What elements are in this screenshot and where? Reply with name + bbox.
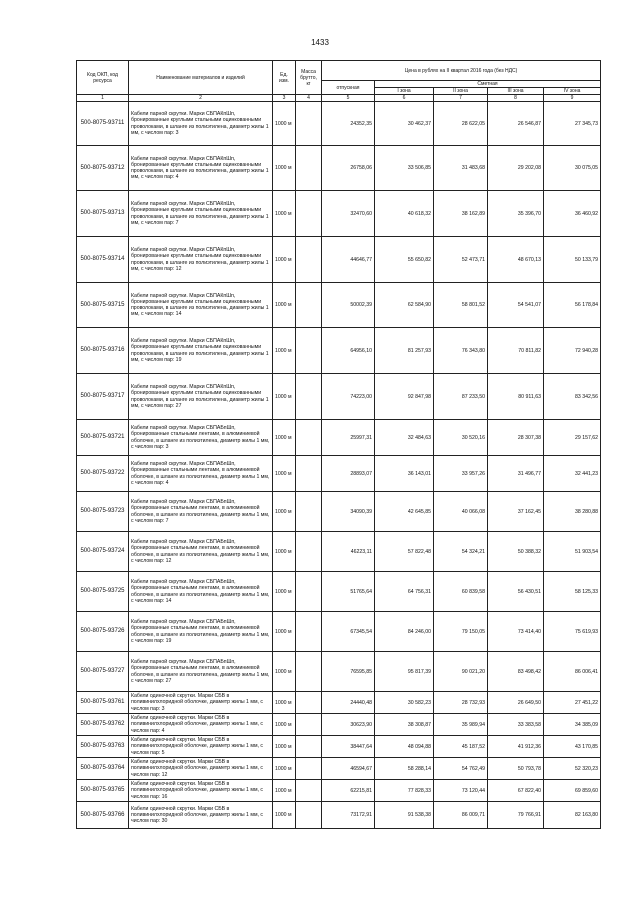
row-zone4-price: 27 345,73 xyxy=(544,102,601,146)
row-mass xyxy=(296,456,322,492)
header-name: Наименование материалов и изделий xyxy=(129,61,273,95)
row-zone1-price: 55 650,82 xyxy=(375,237,434,283)
row-zone3-price: 33 383,58 xyxy=(488,714,544,736)
row-release-price: 25997,31 xyxy=(322,420,375,456)
header-zone-3: III зона xyxy=(488,88,544,95)
row-name: Кабели парной скрутки. Марки СБПАБпШп, бронированные стальными лентами, в алюминиевой оболочке, в шланге из полиэтилена, диаметр жилы 1 мм, с числом пар: 14 xyxy=(129,572,273,612)
row-code: 500-8075-93725 xyxy=(77,572,129,612)
column-number: 4 xyxy=(296,95,322,102)
row-name: Кабели одиночной скрутки. Марки СБВ в поливинилхлоридной оболочке, диаметр жилы 1 мм, с числом пар: 30 xyxy=(129,802,273,829)
row-zone1-price: 77 828,33 xyxy=(375,780,434,802)
row-zone4-price: 29 157,62 xyxy=(544,420,601,456)
row-release-price: 50002,39 xyxy=(322,283,375,328)
row-zone1-price: 92 847,98 xyxy=(375,374,434,420)
row-mass xyxy=(296,532,322,572)
row-zone2-price: 40 066,08 xyxy=(434,492,488,532)
row-mass xyxy=(296,714,322,736)
row-zone3-price: 50 793,78 xyxy=(488,758,544,780)
table-row xyxy=(77,652,601,692)
row-code: 500-8075-93712 xyxy=(77,146,129,191)
row-code: 500-8075-93722 xyxy=(77,456,129,492)
row-release-price: 24440,48 xyxy=(322,692,375,714)
row-name: Кабели парной скрутки. Марки СБПАКпШп, бронированные круглыми стальными оцинкованными проволоками, в шланге из полиэтилена, диаметр жилы 1 мм, с числом пар: 14 xyxy=(129,283,273,328)
row-release-price: 34090,39 xyxy=(322,492,375,532)
row-zone3-price: 48 670,13 xyxy=(488,237,544,283)
row-zone4-price: 75 619,93 xyxy=(544,612,601,652)
column-number: 9 xyxy=(544,95,601,102)
row-zone1-price: 30 582,23 xyxy=(375,692,434,714)
row-mass xyxy=(296,780,322,802)
row-zone1-price: 95 817,39 xyxy=(375,652,434,692)
row-zone3-price: 80 911,63 xyxy=(488,374,544,420)
row-zone2-price: 76 343,80 xyxy=(434,328,488,374)
row-code: 500-8075-93717 xyxy=(77,374,129,420)
row-code: 500-8075-93762 xyxy=(77,714,129,736)
row-mass xyxy=(296,758,322,780)
row-unit: 1000 м xyxy=(273,328,296,374)
row-name: Кабели парной скрутки. Марки СБПАБпШп, бронированные стальными лентами, в алюминиевой оболочке, в шланге из полиэтилена, диаметр жилы 1 мм, с числом пар: 12 xyxy=(129,532,273,572)
row-zone2-price: 35 989,94 xyxy=(434,714,488,736)
row-release-price: 74223,00 xyxy=(322,374,375,420)
row-mass xyxy=(296,612,322,652)
row-name: Кабели одиночной скрутки. Марки СБВ в поливинилхлоридной оболочке, диаметр жилы 1 мм, с числом пар: 4 xyxy=(129,714,273,736)
row-zone2-price: 73 120,44 xyxy=(434,780,488,802)
row-zone3-price: 79 766,91 xyxy=(488,802,544,829)
row-release-price: 73172,91 xyxy=(322,802,375,829)
table-row xyxy=(77,146,601,191)
table-row xyxy=(77,492,601,532)
row-name: Кабели парной скрутки. Марки СБПАКпШп, бронированные круглыми стальными оцинкованными проволоками, в шланге из полиэтилена, диаметр жилы 1 мм, с числом пар: 27 xyxy=(129,374,273,420)
column-number: 1 xyxy=(77,95,129,102)
row-release-price: 76595,85 xyxy=(322,652,375,692)
row-release-price: 26758,06 xyxy=(322,146,375,191)
row-name: Кабели парной скрутки. Марки СБПАКпШп, бронированные круглыми стальными оцинкованными проволоками, в шланге из полиэтилена, диаметр жилы 1 мм, с числом пар: 19 xyxy=(129,328,273,374)
table-row xyxy=(77,758,601,780)
row-release-price: 51765,64 xyxy=(322,572,375,612)
row-unit: 1000 м xyxy=(273,736,296,758)
row-zone3-price: 67 822,40 xyxy=(488,780,544,802)
table-row xyxy=(77,532,601,572)
header-estimate: Сметная xyxy=(375,81,601,88)
table-row xyxy=(77,612,601,652)
row-release-price: 44646,77 xyxy=(322,237,375,283)
row-code: 500-8075-93723 xyxy=(77,492,129,532)
row-unit: 1000 м xyxy=(273,456,296,492)
row-unit: 1000 м xyxy=(273,692,296,714)
row-unit: 1000 м xyxy=(273,374,296,420)
table-row xyxy=(77,328,601,374)
row-name: Кабели парной скрутки. Марки СБПАБпШп, бронированные стальными лентами, в алюминиевой оболочке, в шланге из полиэтилена, диаметр жилы 1 мм, с числом пар: 19 xyxy=(129,612,273,652)
row-zone2-price: 33 957,26 xyxy=(434,456,488,492)
table-row xyxy=(77,802,601,829)
row-zone3-price: 56 430,51 xyxy=(488,572,544,612)
row-zone3-price: 28 307,38 xyxy=(488,420,544,456)
row-zone3-price: 73 414,40 xyxy=(488,612,544,652)
row-name: Кабели парной скрутки. Марки СБПАКпШп, бронированные круглыми стальными оцинкованными проволоками, в шланге из полиэтилена, диаметр жилы 1 мм, с числом пар: 3 xyxy=(129,102,273,146)
row-code: 500-8075-93715 xyxy=(77,283,129,328)
row-zone3-price: 50 388,32 xyxy=(488,532,544,572)
column-number: 7 xyxy=(434,95,488,102)
row-zone2-price: 52 473,71 xyxy=(434,237,488,283)
row-zone1-price: 38 308,87 xyxy=(375,714,434,736)
row-zone3-price: 37 162,45 xyxy=(488,492,544,532)
row-code: 500-8075-93761 xyxy=(77,692,129,714)
row-name: Кабели парной скрутки. Марки СБПАБпШп, бронированные стальными лентами, в алюминиевой оболочке, в шланге из полиэтилена, диаметр жилы 1 мм, с числом пар: 3 xyxy=(129,420,273,456)
row-name: Кабели парной скрутки. Марки СБПАКпШп, бронированные круглыми стальными оцинкованными проволоками, в шланге из полиэтилена, диаметр жилы 1 мм, с числом пар: 7 xyxy=(129,191,273,237)
row-zone4-price: 72 940,28 xyxy=(544,328,601,374)
row-zone4-price: 58 125,33 xyxy=(544,572,601,612)
row-code: 500-8075-93724 xyxy=(77,532,129,572)
row-release-price: 28893,07 xyxy=(322,456,375,492)
row-release-price: 24352,35 xyxy=(322,102,375,146)
row-zone3-price: 26 649,50 xyxy=(488,692,544,714)
row-zone2-price: 28 622,05 xyxy=(434,102,488,146)
row-zone3-price: 26 546,87 xyxy=(488,102,544,146)
row-release-price: 67345,54 xyxy=(322,612,375,652)
row-unit: 1000 м xyxy=(273,758,296,780)
row-zone4-price: 43 170,85 xyxy=(544,736,601,758)
row-zone3-price: 35 396,70 xyxy=(488,191,544,237)
row-unit: 1000 м xyxy=(273,237,296,283)
column-number: 2 xyxy=(129,95,273,102)
table-row xyxy=(77,191,601,237)
row-mass xyxy=(296,736,322,758)
header-price-group: Цена в рублях на II квартал 2016 года (без НДС) xyxy=(322,61,601,81)
header-code: Код ОКП, код ресурса xyxy=(77,61,129,95)
row-release-price: 62215,81 xyxy=(322,780,375,802)
column-number: 5 xyxy=(322,95,375,102)
row-zone4-price: 32 441,23 xyxy=(544,456,601,492)
header-zone-4: IV зона xyxy=(544,88,601,95)
row-zone2-price: 86 009,71 xyxy=(434,802,488,829)
row-name: Кабели одиночной скрутки. Марки СБВ в поливинилхлоридной оболочке, диаметр жилы 1 мм, с числом пар: 3 xyxy=(129,692,273,714)
row-code: 500-8075-93765 xyxy=(77,780,129,802)
row-zone1-price: 84 246,00 xyxy=(375,612,434,652)
row-zone2-price: 79 150,05 xyxy=(434,612,488,652)
row-name: Кабели парной скрутки. Марки СБПАКпШп, бронированные круглыми стальными оцинкованными проволоками, в шланге из полиэтилена, диаметр жилы 1 мм, с числом пар: 12 xyxy=(129,237,273,283)
table-row xyxy=(77,237,601,283)
row-mass xyxy=(296,692,322,714)
row-zone1-price: 30 462,37 xyxy=(375,102,434,146)
row-zone4-price: 36 460,92 xyxy=(544,191,601,237)
row-release-price: 46594,67 xyxy=(322,758,375,780)
table-row xyxy=(77,780,601,802)
row-zone1-price: 40 618,32 xyxy=(375,191,434,237)
header-zone-1: I зона xyxy=(375,88,434,95)
table-row xyxy=(77,692,601,714)
row-zone4-price: 69 859,60 xyxy=(544,780,601,802)
row-zone2-price: 31 483,68 xyxy=(434,146,488,191)
row-zone4-price: 51 903,54 xyxy=(544,532,601,572)
row-zone2-price: 28 732,93 xyxy=(434,692,488,714)
row-mass xyxy=(296,146,322,191)
row-zone4-price: 86 006,41 xyxy=(544,652,601,692)
header-unit: Ед. изм. xyxy=(273,61,296,95)
row-name: Кабели парной скрутки. Марки СБПАБпШп, бронированные стальными лентами, в алюминиевой оболочке, в шланге из полиэтилена, диаметр жилы 1 мм, с числом пар: 27 xyxy=(129,652,273,692)
row-zone2-price: 87 233,50 xyxy=(434,374,488,420)
row-release-price: 38447,64 xyxy=(322,736,375,758)
column-number-row xyxy=(77,95,601,102)
row-mass xyxy=(296,283,322,328)
row-code: 500-8075-93713 xyxy=(77,191,129,237)
row-unit: 1000 м xyxy=(273,420,296,456)
row-mass xyxy=(296,572,322,612)
table-row xyxy=(77,736,601,758)
row-mass xyxy=(296,802,322,829)
row-unit: 1000 м xyxy=(273,572,296,612)
row-zone3-price: 83 498,42 xyxy=(488,652,544,692)
row-release-price: 46223,11 xyxy=(322,532,375,572)
row-mass xyxy=(296,492,322,532)
row-code: 500-8075-93716 xyxy=(77,328,129,374)
table-row xyxy=(77,572,601,612)
row-name: Кабели парной скрутки. Марки СБПАКпШп, бронированные круглыми стальными оцинкованными проволоками, в шланге из полиэтилена, диаметр жилы 1 мм, с числом пар: 4 xyxy=(129,146,273,191)
row-zone4-price: 83 342,56 xyxy=(544,374,601,420)
header-mass: Масса брутто, кг xyxy=(296,61,322,95)
row-zone2-price: 60 839,58 xyxy=(434,572,488,612)
row-zone2-price: 30 520,16 xyxy=(434,420,488,456)
row-name: Кабели одиночной скрутки. Марки СБВ в поливинилхлоридной оболочке, диаметр жилы 1 мм, с числом пар: 16 xyxy=(129,780,273,802)
row-unit: 1000 м xyxy=(273,492,296,532)
row-mass xyxy=(296,374,322,420)
column-number: 3 xyxy=(273,95,296,102)
row-unit: 1000 м xyxy=(273,532,296,572)
row-unit: 1000 м xyxy=(273,191,296,237)
row-unit: 1000 м xyxy=(273,102,296,146)
row-zone3-price: 70 811,82 xyxy=(488,328,544,374)
row-zone2-price: 58 801,52 xyxy=(434,283,488,328)
row-zone1-price: 48 094,88 xyxy=(375,736,434,758)
row-code: 500-8075-93766 xyxy=(77,802,129,829)
table-row xyxy=(77,420,601,456)
row-mass xyxy=(296,237,322,283)
row-code: 500-8075-93727 xyxy=(77,652,129,692)
row-unit: 1000 м xyxy=(273,283,296,328)
row-zone1-price: 58 288,14 xyxy=(375,758,434,780)
row-unit: 1000 м xyxy=(273,714,296,736)
row-name: Кабели парной скрутки. Марки СБПАБпШп, бронированные стальными лентами, в алюминиевой оболочке, в шланге из полиэтилена, диаметр жилы 1 мм, с числом пар: 7 xyxy=(129,492,273,532)
row-zone1-price: 57 822,48 xyxy=(375,532,434,572)
row-zone2-price: 45 187,52 xyxy=(434,736,488,758)
row-zone1-price: 36 143,01 xyxy=(375,456,434,492)
header-zone-2: II зона xyxy=(434,88,488,95)
row-zone4-price: 52 320,23 xyxy=(544,758,601,780)
row-zone4-price: 34 385,09 xyxy=(544,714,601,736)
row-code: 500-8075-93726 xyxy=(77,612,129,652)
table-body xyxy=(77,102,601,829)
table-row xyxy=(77,456,601,492)
row-zone1-price: 42 645,85 xyxy=(375,492,434,532)
row-code: 500-8075-93764 xyxy=(77,758,129,780)
row-release-price: 30623,90 xyxy=(322,714,375,736)
row-zone4-price: 30 075,05 xyxy=(544,146,601,191)
row-release-price: 64956,10 xyxy=(322,328,375,374)
row-mass xyxy=(296,420,322,456)
row-zone4-price: 82 163,80 xyxy=(544,802,601,829)
row-code: 500-8075-93714 xyxy=(77,237,129,283)
row-name: Кабели парной скрутки. Марки СБПАБпШп, бронированные стальными лентами, в алюминиевой оболочке, в шланге из полиэтилена, диаметр жилы 1 мм, с числом пар: 4 xyxy=(129,456,273,492)
row-mass xyxy=(296,191,322,237)
table-row xyxy=(77,283,601,328)
row-zone4-price: 56 178,84 xyxy=(544,283,601,328)
price-table xyxy=(76,60,601,829)
row-zone2-price: 90 021,20 xyxy=(434,652,488,692)
row-zone4-price: 50 133,79 xyxy=(544,237,601,283)
row-mass xyxy=(296,102,322,146)
row-unit: 1000 м xyxy=(273,652,296,692)
row-zone1-price: 91 538,38 xyxy=(375,802,434,829)
row-zone3-price: 41 912,36 xyxy=(488,736,544,758)
row-zone1-price: 62 584,90 xyxy=(375,283,434,328)
row-zone2-price: 38 162,89 xyxy=(434,191,488,237)
table-row xyxy=(77,102,601,146)
row-zone3-price: 31 496,77 xyxy=(488,456,544,492)
row-zone1-price: 33 506,85 xyxy=(375,146,434,191)
row-code: 500-8075-93763 xyxy=(77,736,129,758)
row-zone3-price: 54 541,07 xyxy=(488,283,544,328)
row-zone1-price: 32 484,63 xyxy=(375,420,434,456)
row-zone2-price: 54 324,21 xyxy=(434,532,488,572)
row-unit: 1000 м xyxy=(273,146,296,191)
column-number: 8 xyxy=(488,95,544,102)
row-name: Кабели одиночной скрутки. Марки СБВ в поливинилхлоридной оболочке, диаметр жилы 1 мм, с числом пар: 5 xyxy=(129,736,273,758)
column-number: 6 xyxy=(375,95,434,102)
row-zone1-price: 64 756,31 xyxy=(375,572,434,612)
row-zone4-price: 38 280,88 xyxy=(544,492,601,532)
row-zone4-price: 27 451,22 xyxy=(544,692,601,714)
table-row xyxy=(77,374,601,420)
row-zone1-price: 81 257,93 xyxy=(375,328,434,374)
row-mass xyxy=(296,328,322,374)
row-release-price: 32470,60 xyxy=(322,191,375,237)
header-release: отпускная xyxy=(322,81,375,95)
row-name: Кабели одиночной скрутки. Марки СБВ в поливинилхлоридной оболочке, диаметр жилы 1 мм, с числом пар: 12 xyxy=(129,758,273,780)
table-row xyxy=(77,714,601,736)
row-zone2-price: 54 762,49 xyxy=(434,758,488,780)
row-unit: 1000 м xyxy=(273,780,296,802)
row-code: 500-8075-93711 xyxy=(77,102,129,146)
row-unit: 1000 м xyxy=(273,612,296,652)
row-code: 500-8075-93721 xyxy=(77,420,129,456)
row-zone3-price: 29 202,08 xyxy=(488,146,544,191)
page-number: 1433 xyxy=(311,38,329,47)
row-mass xyxy=(296,652,322,692)
row-unit: 1000 м xyxy=(273,802,296,829)
